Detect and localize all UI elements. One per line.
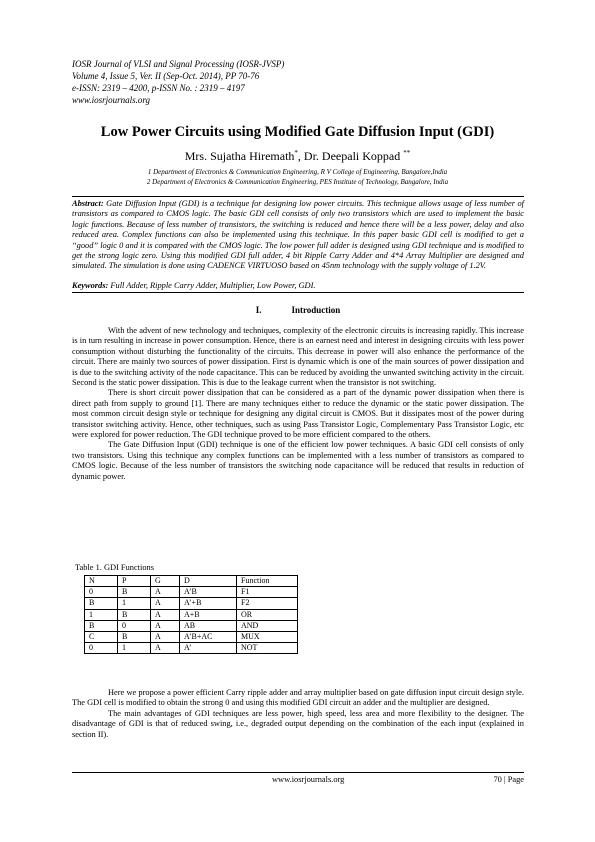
keywords-label: Keywords: bbox=[72, 281, 109, 290]
table-cell: 1 bbox=[118, 598, 151, 609]
authors bbox=[40, 149, 555, 164]
table-cell: B bbox=[118, 609, 151, 620]
journal-issn: e-ISSN: 2319 – 4200, p-ISSN No. : 2319 – 4197 bbox=[72, 83, 245, 93]
table-cell: A’B bbox=[180, 587, 237, 598]
table-row bbox=[85, 598, 298, 609]
keywords-text: Full Adder, Ripple Carry Adder, Multiplier, Low Power, GDI. bbox=[110, 281, 316, 290]
table-cell: B bbox=[118, 587, 151, 598]
table-caption: Table 1. GDI Functions bbox=[75, 563, 154, 572]
table-cell: AB bbox=[180, 620, 237, 631]
journal-url[interactable]: www.iosrjournals.org bbox=[72, 95, 151, 105]
section-heading bbox=[72, 305, 524, 315]
table-cell: NOT bbox=[237, 643, 298, 654]
table-cell: B bbox=[85, 598, 118, 609]
page-number: 70 | Page bbox=[493, 775, 524, 784]
divider-bottom bbox=[72, 292, 524, 293]
table-cell: F1 bbox=[237, 587, 298, 598]
abstract-label: Abstract: bbox=[72, 199, 104, 208]
intro-paragraph-1: With the advent of new technology and techniques, complexity of the electronic circuits is increasing rapidly. This increase is in turn resulting in increase in power consumption. Hence, there is an earnest need and interest in designing circuits with less power consumption without disturbing the functionality of the circuits. This decrease in power will also enhance the performance of the circuit. There are mainly two sources of power dissipation. First is dynamic which is one of the main sources of power dissipation and is due to the switching activity of the node capacitance. This can be reduced by avoiding the unwanted switching activity in the circuit. Second is the static power dissipation. This is due to the leakage current when the transistor is not switching. bbox=[72, 326, 524, 388]
intro-paragraph-2: There is short circuit power dissipation that can be considered as a part of the dynamic power dissipation when there is direct path from supply to ground [1]. There are many techniques either to reduce the dynamic or the static power dissipation. The most common circuit design style or technique for designing any digital circuit is CMOS. But it dissipates most of the power during transistor switching activity. Hence, other techniques, such as using Pass Transistor Logic, Complementary Pass Transistor Logic, etc were explored for power reduction. The GDI technique proved to be more efficient compared to the others. bbox=[72, 388, 524, 440]
header-cell: N bbox=[85, 576, 118, 587]
post-table-body bbox=[72, 688, 524, 740]
abstract-text: Gate Diffusion Input (GDI) is a technique for designing low power circuits. This technique allows usage of less number of transistors as compared to CMOS logic. The basic GDI cell consists of only two transistors which are used to implement the basic logic functions. Because of less number of transistors, the switching is reduced and hence there will be a less power, delay and also reduced area. Complex functions can also be implemented using this technique. In this paper basic GDI cell is modified to get a “good” logic 0 and it is compared with the CMOS logic. The low power full adder is designed using GDI technique and is modified to get the strong logic zero. Using this modified GDI full adder, 4 bit Ripple Carry Adder and 4*4 Array Multiplier are designed and simulated. The simulation is done using CADENCE VIRTUOSO based on 45nm technology with the supply voltage of 1.2V. bbox=[72, 199, 524, 271]
table-cell: A+B bbox=[180, 609, 237, 620]
keywords bbox=[72, 281, 524, 291]
header-cell: D bbox=[180, 576, 237, 587]
header-cell: G bbox=[151, 576, 180, 587]
author-separator: , bbox=[297, 149, 304, 163]
table-cell: A bbox=[151, 643, 180, 654]
table-cell: 0 bbox=[118, 620, 151, 631]
table-row bbox=[85, 587, 298, 598]
author-2-mark: ** bbox=[403, 149, 411, 157]
body-paragraph-4: Here we propose a power efficient Carry ripple adder and array multiplier based on gate diffusion input circuit design style. The GDI cell is modified to obtain the strong 0 and using this modified GDI circuit an adder and the multiplier are designed. bbox=[72, 688, 524, 708]
journal-header bbox=[72, 58, 532, 106]
table-row bbox=[85, 609, 298, 620]
table-cell: F2 bbox=[237, 598, 298, 609]
header-cell: Function bbox=[237, 576, 298, 587]
section-title: Introduction bbox=[291, 305, 341, 315]
section-number: I. bbox=[255, 305, 262, 315]
abstract bbox=[72, 199, 524, 272]
table-cell: B bbox=[118, 631, 151, 642]
author-2: Dr. Deepali Koppad bbox=[303, 149, 401, 163]
intro-body bbox=[72, 326, 524, 482]
table-cell: 1 bbox=[118, 643, 151, 654]
affiliations bbox=[40, 167, 555, 187]
footer-divider bbox=[72, 772, 524, 773]
table-cell: B bbox=[85, 620, 118, 631]
table-cell: A bbox=[151, 609, 180, 620]
gdi-functions-table bbox=[84, 575, 298, 654]
affiliation-1: 1 Department of Electronics & Communication Engineering, R V College of Engineering, Bangalore,India bbox=[147, 168, 448, 176]
table-cell: A bbox=[151, 631, 180, 642]
journal-name: IOSR Journal of VLSI and Signal Processing (IOSR-JVSP) bbox=[72, 59, 285, 69]
table-cell: A bbox=[151, 598, 180, 609]
table-cell: OR bbox=[237, 609, 298, 620]
table-cell: A’ bbox=[180, 643, 237, 654]
intro-paragraph-3: The Gate Diffusion Input (GDI) technique is one of the efficient low power techniques. A basic GDI cell consists of only two transistors. Using this technique any complex functions can be implemented with a less number of transistors as compared to CMOS logic. Because of the less number of transistors the switching node capacitance will be reduced that results in reduction of dynamic power. bbox=[72, 440, 524, 481]
table-row bbox=[85, 631, 298, 642]
table-cell: A bbox=[151, 587, 180, 598]
author-1: Mrs. Sujatha Hiremath bbox=[184, 149, 295, 163]
table-cell: AND bbox=[237, 620, 298, 631]
divider-top bbox=[72, 196, 524, 197]
table-cell: A’B+AC bbox=[180, 631, 237, 642]
table-cell: 0 bbox=[85, 587, 118, 598]
table-cell: A bbox=[151, 620, 180, 631]
table-cell: 1 bbox=[85, 609, 118, 620]
table-row bbox=[85, 643, 298, 654]
author-1-mark: * bbox=[294, 149, 298, 157]
header-cell: P bbox=[118, 576, 151, 587]
table-header-row bbox=[85, 576, 298, 587]
table-row bbox=[85, 620, 298, 631]
body-paragraph-5: The main advantages of GDI techniques are less power, high speed, less area and more flexibility to the designer. The disadvantage of GDI is that of reduced swing, i.e., degraded output depending on the combination of the each input (explained in section II). bbox=[72, 708, 524, 739]
table-cell: C bbox=[85, 631, 118, 642]
table-cell: A’+B bbox=[180, 598, 237, 609]
journal-volume: Volume 4, Issue 5, Ver. II (Sep-Oct. 2014), PP 70-76 bbox=[72, 71, 260, 81]
paper-title: Low Power Circuits using Modified Gate Diffusion Input (GDI) bbox=[100, 124, 495, 140]
affiliation-2: 2 Department of Electronics & Communication Engineering, PES Institute of Technology, Bangalore, India bbox=[146, 178, 449, 186]
footer-url[interactable]: www.iosrjournals.org bbox=[272, 775, 345, 784]
table-cell: 0 bbox=[85, 643, 118, 654]
table-cell: MUX bbox=[237, 631, 298, 642]
